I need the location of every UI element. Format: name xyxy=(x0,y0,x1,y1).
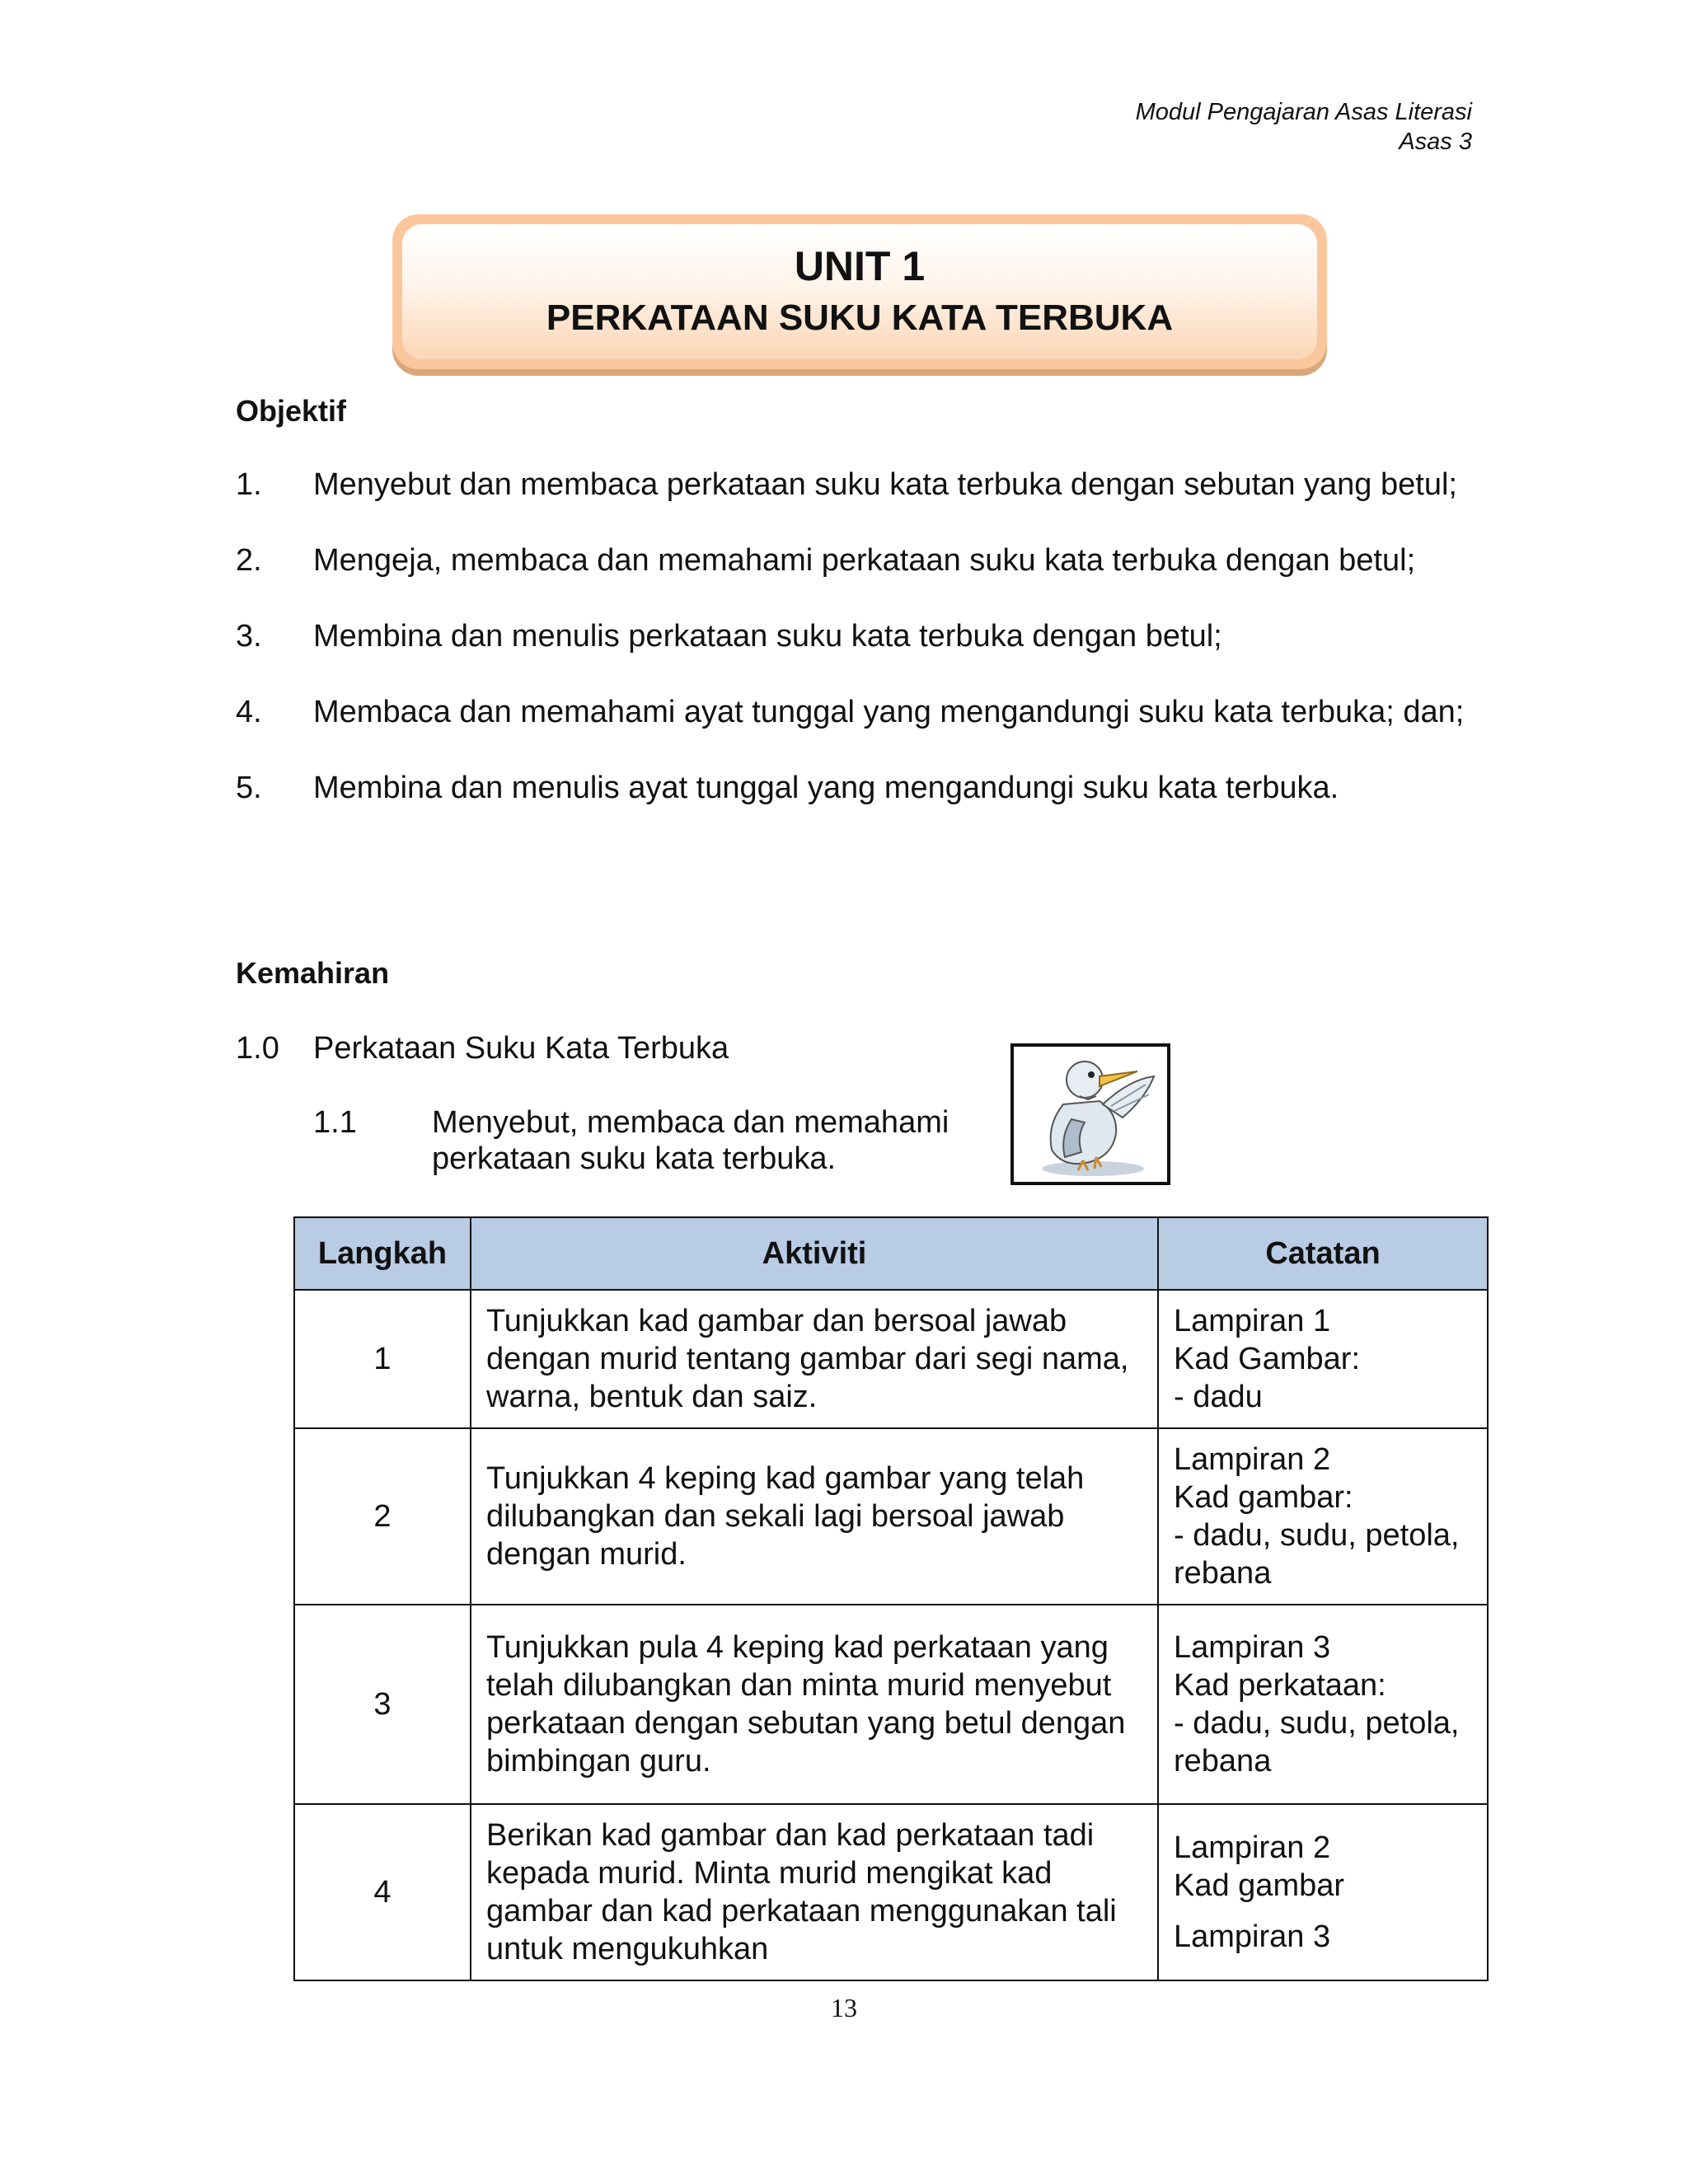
step-number: 2 xyxy=(294,1428,471,1605)
step-number: 3 xyxy=(294,1605,471,1804)
unit-title-box xyxy=(392,214,1327,369)
objective-item xyxy=(236,694,1472,730)
skills-heading: Kemahiran xyxy=(236,956,390,990)
notes-cell xyxy=(1158,1290,1488,1428)
table-header-row xyxy=(294,1217,1488,1290)
objective-item xyxy=(236,618,1472,654)
note-line: Lampiran 2 xyxy=(1174,1442,1331,1477)
objectives-list xyxy=(236,466,1472,846)
note-line: Lampiran 2 xyxy=(1174,1830,1331,1865)
objective-number: 2. xyxy=(236,543,262,578)
notes-cell xyxy=(1158,1605,1488,1804)
header-notes: Catatan xyxy=(1158,1217,1488,1290)
table-row xyxy=(294,1428,1488,1605)
skill-main xyxy=(236,1030,729,1066)
note-line: Kad gambar: xyxy=(1174,1480,1353,1515)
note-line: - dadu xyxy=(1174,1380,1263,1414)
objective-text: Membina dan menulis ayat tunggal yang mengandungi suku kata terbuka. xyxy=(313,771,1339,805)
header-step: Langkah xyxy=(294,1217,471,1290)
header-activity: Aktiviti xyxy=(471,1217,1158,1290)
note-line: Lampiran 3 xyxy=(1174,1630,1331,1665)
header-level: Asas 3 xyxy=(1399,129,1472,155)
objective-text: Mengeja, membaca dan memahami perkataan suku kata terbuka dengan betul; xyxy=(313,543,1416,578)
activity-text: Tunjukkan pula 4 keping kad perkataan yang telah dilubangkan dan minta murid menyebut perkataan dengan sebutan yang betul dengan bimbingan guru. xyxy=(471,1605,1158,1804)
notes-cell xyxy=(1158,1428,1488,1605)
skill-text: Perkataan Suku Kata Terbuka xyxy=(313,1031,729,1066)
sub-skill-number: 1.1 xyxy=(313,1105,357,1140)
table-row xyxy=(294,1290,1488,1428)
step-number: 1 xyxy=(294,1290,471,1428)
note-line: Kad perkataan: xyxy=(1174,1668,1386,1703)
unit-name: PERKATAAN SUKU KATA TERBUKA xyxy=(546,298,1174,338)
page-number: 13 xyxy=(831,1993,857,2022)
objective-number: 4. xyxy=(236,695,262,729)
note-line: Kad Gambar: xyxy=(1174,1342,1360,1376)
activity-text: Berikan kad gambar dan kad perkataan tadi kepada murid. Minta murid mengikat kad gambar dan kad perkataan menggunakan tali untuk mengukuhkan xyxy=(471,1804,1158,1980)
objective-number: 3. xyxy=(236,619,262,654)
note-line: - dadu, sudu, petola, rebana xyxy=(1174,1518,1460,1591)
activity-text: Tunjukkan kad gambar dan bersoal jawab dengan murid tentang gambar dari segi nama, warna, bentuk dan saiz. xyxy=(471,1290,1158,1428)
objective-text: Menyebut dan membaca perkataan suku kata terbuka dengan sebutan yang betul; xyxy=(313,467,1457,502)
activity-text: Tunjukkan 4 keping kad gambar yang telah dilubangkan dan sekali lagi bersoal jawab dengan murid. xyxy=(471,1428,1158,1605)
table-row xyxy=(294,1804,1488,1980)
objective-item xyxy=(236,770,1472,806)
objective-item xyxy=(236,542,1472,579)
objective-item xyxy=(236,466,1472,503)
note-line: - dadu, sudu, petola, rebana xyxy=(1174,1706,1460,1779)
objective-number: 1. xyxy=(236,467,262,502)
document-header xyxy=(1136,97,1472,157)
notes-cell xyxy=(1158,1804,1488,1980)
objective-text: Membina dan menulis perkataan suku kata terbuka dengan betul; xyxy=(313,619,1222,654)
skill-sub xyxy=(313,1104,1009,1177)
step-number: 4 xyxy=(294,1804,471,1980)
note-line: Lampiran 3 xyxy=(1174,1919,1331,1954)
skill-number: 1.0 xyxy=(236,1031,279,1066)
note-line: Kad gambar xyxy=(1174,1868,1345,1903)
objective-text: Membaca dan memahami ayat tunggal yang mengandungi suku kata terbuka; dan; xyxy=(313,695,1465,729)
note-line: Lampiran 1 xyxy=(1174,1304,1331,1338)
unit-number: UNIT 1 xyxy=(794,243,926,289)
activity-table xyxy=(293,1216,1489,1981)
objective-number: 5. xyxy=(236,771,262,805)
sub-skill-text: Menyebut, membaca dan memahami perkataan suku kata terbuka. xyxy=(432,1105,950,1176)
bird-icon xyxy=(1010,1043,1170,1185)
header-module-title: Modul Pengajaran Asas Literasi xyxy=(1135,99,1472,125)
unit-title-inner xyxy=(402,224,1317,359)
objectives-heading: Objektif xyxy=(236,394,347,428)
table-row xyxy=(294,1605,1488,1804)
